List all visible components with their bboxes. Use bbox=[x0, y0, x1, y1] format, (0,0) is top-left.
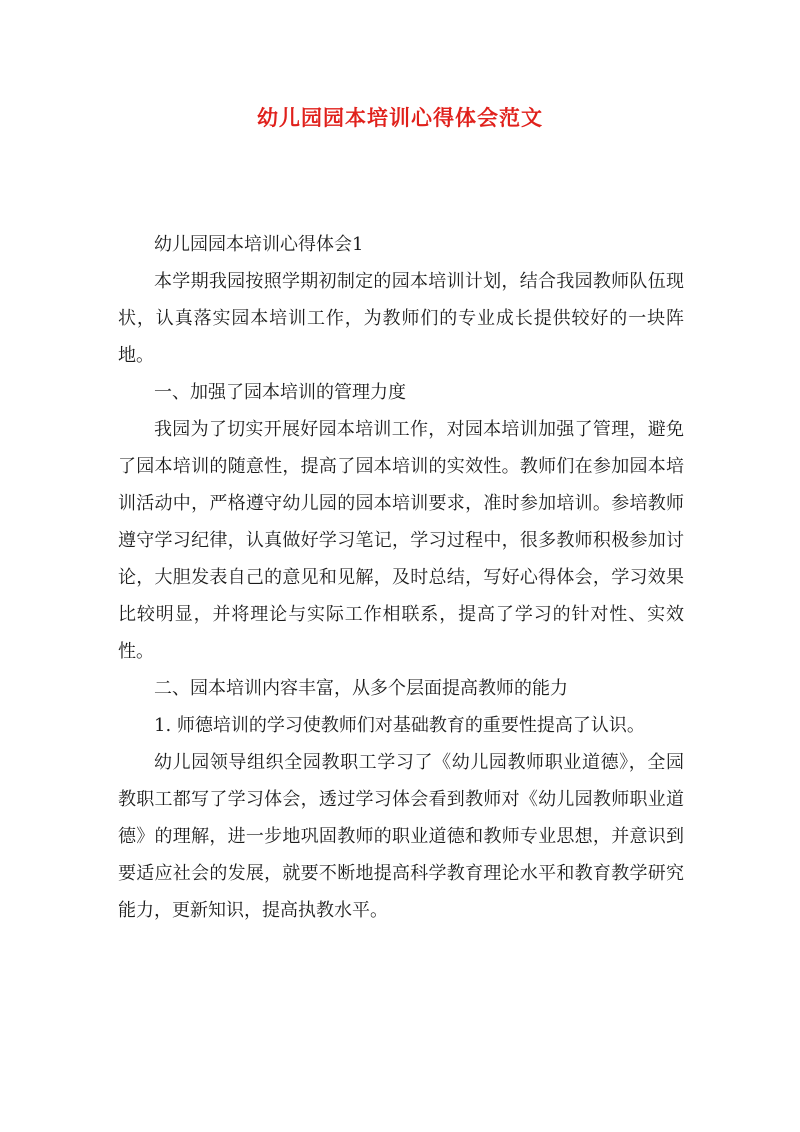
document-title: 幼儿园园本培训心得体会范文 bbox=[257, 105, 543, 130]
document-body bbox=[118, 226, 684, 929]
numbered-point: 1. 师德培训的学习使教师们对基础教育的重要性提高了认识。 bbox=[154, 715, 645, 736]
body-paragraph: 我园为了切实开展好园本培训工作，对园本培训加强了管理，避免了园本培训的随意性，提高了园本培训的实效性。教师们在参加园本培训活动中，严格遵守幼儿园的园本培训要求，准时参加培训。参培教师遵守学习纪律，认真做好学习笔记，学习过程中，很多教师积极参加讨论，大胆发表自己的意见和见解，及时总结，写好心得体会，学习效果比较明显，并将理论与实际工作相联系，提高了学习的针对性、实效性。 bbox=[118, 419, 684, 662]
intro-paragraph: 本学期我园按照学期初制定的园本培训计划，结合我园教师队伍现状，认真落实园本培训工作，为教师们的专业成长提供较好的一块阵地。 bbox=[118, 271, 684, 366]
section-heading: 幼儿园园本培训心得体会1 bbox=[154, 234, 364, 255]
subheading-one: 一、加强了园本培训的管理力度 bbox=[154, 382, 406, 403]
body-paragraph: 幼儿园领导组织全园教职工学习了《幼儿园教师职业道德》，全园教职工都写了学习体会，透过学习体会看到教师对《幼儿园教师职业道德》的理解，进一步地巩固教师的职业道德和教师专业思想，并意识到要适应社会的发展，就要不断地提高科学教育理论水平和教育教学研究能力，更新知识，提高执教水平。 bbox=[118, 752, 684, 921]
subheading-two: 二、园本培训内容丰富，从多个层面提高教师的能力 bbox=[154, 678, 568, 699]
